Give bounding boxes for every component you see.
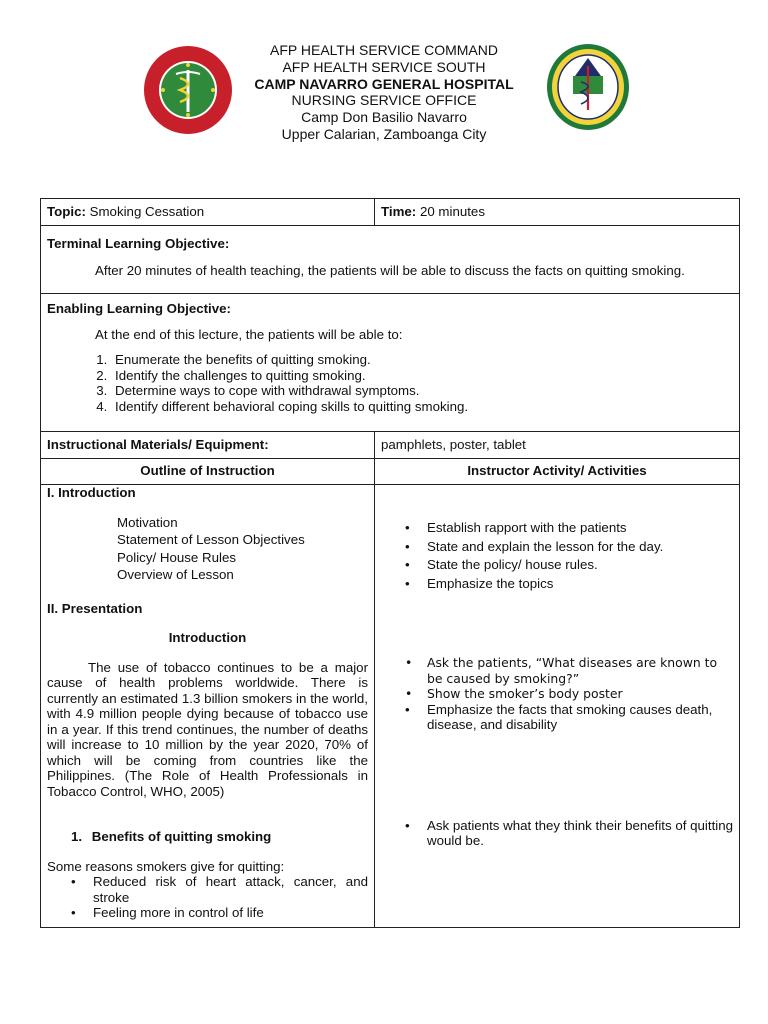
header-address: Upper Calarian, Zamboanga City (281, 125, 487, 142)
topic-label: Topic: (47, 204, 86, 219)
activity-item: • Show the smoker’s body poster (381, 686, 733, 702)
enabling-objective-intro: At the end of this lecture, the patients will be able to: (95, 326, 403, 342)
activity-item: • Establish rapport with the patients (381, 519, 733, 538)
topic-cell (41, 199, 375, 226)
intro-item: Overview of Lesson (117, 567, 234, 582)
introduction-heading: I. Introduction (47, 485, 136, 500)
activity-item: • State the policy/ house rules. (381, 556, 733, 575)
introduction-items (47, 514, 368, 584)
terminal-objective-label: Terminal Learning Objective: (47, 236, 230, 251)
intro-paragraph: The use of tobacco continues to be a major cause of health problems worldwide. There is currently an estimated 1.3 billion smokers in the world, with 4.9 million people dying because of tobacco use in a year. If this trend continues, the number of deaths will increase to 10 million by the year 2020, 70% of which will be coming from countries like the Philippines. (The Role of Health Professionals in Tobacco Control, WHO, 2005) (47, 659, 368, 799)
activity-item: • State and explain the lesson for the day. (381, 538, 733, 557)
enabling-objective-label: Enabling Learning Objective: (47, 301, 231, 316)
document-header (0, 42, 768, 143)
intro-activity-list (381, 519, 733, 593)
header-command: AFP HEALTH SERVICE COMMAND (270, 42, 498, 58)
activity-item: • Ask the patients, “What diseases are known to be caused by smoking?” (381, 655, 733, 686)
header-south: AFP HEALTH SERVICE SOUTH (282, 58, 486, 75)
enabling-objective-cell (41, 294, 740, 432)
terminal-objective-cell (41, 226, 740, 294)
terminal-objective-text: After 20 minutes of health teaching, the patients will be able to discuss the facts on quitting smoking. (95, 262, 685, 278)
reasons-list (47, 874, 368, 921)
objective-item: 4. Identify different behavioral coping skills to quitting smoking. (111, 399, 733, 415)
intro-item: Policy/ House Rules (117, 549, 236, 565)
benefits-number: 1. (71, 829, 83, 844)
objective-item: 3. Determine ways to cope with withdrawal symptoms. (111, 383, 733, 399)
objective-item: 1. Enumerate the benefits of quitting smoking. (111, 352, 733, 368)
materials-label: Instructional Materials/ Equipment: (41, 432, 375, 459)
topic-value: Smoking Cessation (89, 204, 205, 219)
intro-item: Motivation (117, 514, 178, 530)
reasons-intro: Some reasons smokers give for quitting: (47, 858, 285, 874)
objective-item: 2. Identify the challenges to quitting smoking. (111, 368, 733, 384)
outline-column-header: Outline of Instruction (41, 459, 375, 485)
benefits-activity-list (381, 818, 733, 849)
header-camp: Camp Don Basilio Navarro (301, 109, 467, 126)
time-cell (375, 199, 740, 226)
activity-item: • Emphasize the facts that smoking causes death, disease, and disability (381, 702, 733, 733)
benefits-heading (47, 829, 368, 845)
reason-item: • Feeling more in control of life (47, 905, 368, 921)
header-office: NURSING SERVICE OFFICE (291, 92, 477, 109)
activity-item: • Emphasize the topics (381, 575, 733, 594)
activity-column-header: Instructor Activity/ Activities (375, 459, 740, 485)
activity-cell (375, 485, 740, 928)
intro-item: Statement of Lesson Objectives (117, 532, 305, 547)
enabling-objective-list (47, 352, 733, 414)
outline-cell (41, 485, 375, 928)
activity-item: • Ask patients what they think their benefits of quitting would be. (381, 818, 733, 849)
lesson-plan-table (40, 198, 740, 928)
header-hospital: CAMP NAVARRO GENERAL HOSPITAL (254, 75, 514, 92)
reason-item: • Reduced risk of heart attack, cancer, and stroke (47, 874, 368, 905)
presentation-activity-list (381, 655, 733, 733)
time-value: 20 minutes (419, 204, 485, 219)
introduction-subheading: Introduction (168, 630, 247, 645)
materials-value: pamphlets, poster, tablet (375, 432, 740, 459)
presentation-heading: II. Presentation (47, 600, 143, 616)
time-label: Time: (381, 204, 417, 219)
benefits-title: Benefits of quitting smoking (91, 829, 272, 844)
